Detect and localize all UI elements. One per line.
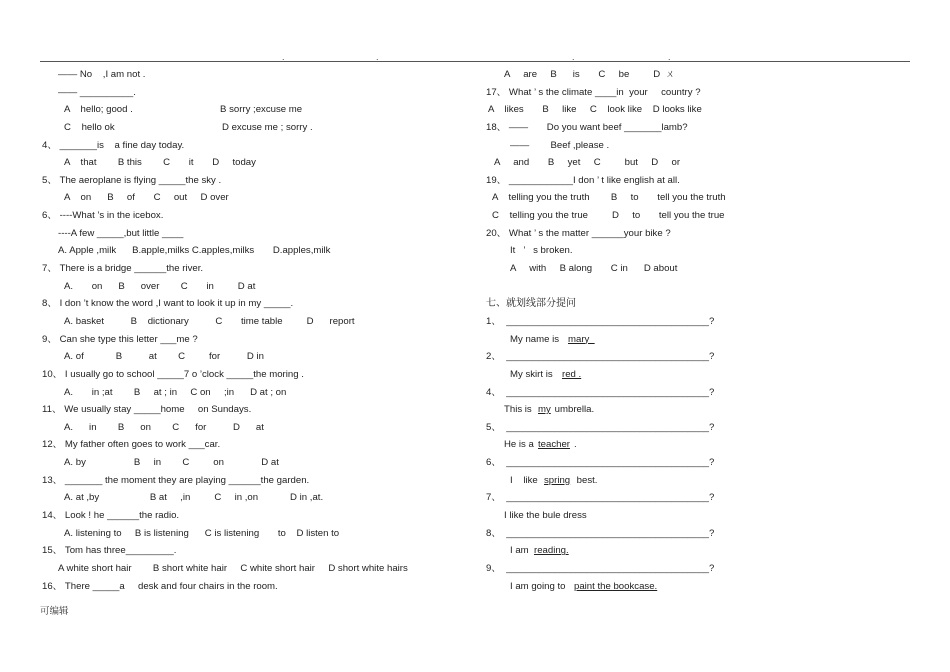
text-segment: A. in B on C for D at [64,421,264,433]
text-segment: He is a [504,439,537,451]
right-column [486,66,906,595]
text-line [58,313,458,331]
text-segment: A hello; good . [64,104,133,116]
text-line [58,242,458,260]
text-line [42,366,458,384]
text-line [58,419,458,437]
text-segment: 1、 ______________________________________? [486,315,715,327]
text-line [42,260,458,278]
text-line [486,119,906,137]
text-segment: 6、 ______________________________________? [486,457,715,469]
text-segment: I like the bule dress [504,510,587,522]
text-segment: 8、 ______________________________________? [486,527,715,539]
text-segment: A. in ;at B at ; in C on ;in D at ; on [64,386,287,398]
underlined-answer: reading. [534,545,569,557]
header-dot: . [668,52,671,62]
text-segment: A telling you the truth B to tell you the truth [492,192,726,204]
text-line [58,348,458,366]
text-segment: . [574,439,577,451]
text-line [486,436,906,454]
text-segment: 20、 What ’ s the matter ______your bike ? [486,227,671,239]
text-segment: 7、 ______________________________________? [486,492,715,504]
text-line [58,189,458,207]
text-segment: —— No ,I am not . [58,69,146,80]
text-segment: 2、 ______________________________________? [486,351,715,363]
text-segment: C hello ok [64,121,115,133]
text-segment: A. at ,by B at ,in C in ,on D in ,at. [64,492,324,504]
text-segment: 5、 ______________________________________? [486,421,715,433]
text-line [42,578,458,596]
text-segment: It ’ s broken. [510,245,573,257]
text-line [58,225,458,243]
text-line [42,401,458,419]
text-segment: 13、 _______ the moment they are playing ______the garden. [42,474,310,486]
text-segment: A. Apple ,milk B.apple,milks C.apples,milks D.apples,milk [58,245,331,257]
text-line [42,472,458,490]
text-segment: —— Beef ,please . [510,139,610,151]
text-line [58,525,458,543]
text-line [42,436,458,454]
text-line [42,207,458,225]
text-segment: B sorry ;excuse me [220,104,303,116]
text-line [42,172,458,190]
text-line [58,454,458,472]
text-segment: 9、 Can she type this letter ___me ? [42,333,198,345]
text-segment: ----A few _____,but little ____ [58,227,184,239]
text-segment: A. of B at C for D in [64,351,264,363]
text-segment: A on B of C out D over [64,192,229,204]
text-line [58,278,458,296]
text-line [58,119,458,137]
text-line [486,542,906,560]
header-rule [40,61,910,62]
text-line [486,225,906,243]
text-segment: My name is [510,333,562,345]
text-segment: 4、 ______________________________________? [486,386,715,398]
text-line [486,384,906,402]
underlined-answer: red . [562,368,582,380]
text-segment: 6、 ----What ’s in the icebox. [42,210,164,222]
text-line [58,101,458,119]
text-line [58,84,458,102]
text-segment: I like [510,474,541,486]
text-segment: 5、 The aeroplane is flying _____the sky . [42,174,222,186]
text-line [486,172,906,190]
underlined-answer: paint the bookcase. [574,580,658,592]
text-line [58,560,458,578]
text-line [486,489,906,507]
text-line [486,525,906,543]
text-line [486,313,906,331]
text-line [486,507,906,525]
text-line [486,242,906,260]
text-segment: A with B along C in D about [510,263,678,275]
text-segment: —— __________. [58,86,136,98]
text-segment: A white short hair B short white hair C white short hair D short white hairs [58,562,408,574]
underlined-answer: spring [544,474,571,486]
text-segment: 15、 Tom has three_________. [42,545,177,557]
text-line [486,454,906,472]
text-line [58,154,458,172]
text-line [486,189,906,207]
left-column [42,66,458,595]
text-segment: 17、 What ’ s the climate ____in your country ? [486,86,701,98]
text-line [42,507,458,525]
text-segment: best. [574,474,598,486]
text-line [486,260,906,278]
text-segment: 12、 My father often goes to work ___car. [42,439,221,451]
text-segment: 10、 I usually go to school _____7 o ’clock _____the moring . [42,368,304,380]
text-line [486,366,906,384]
text-segment: 16、 There _____a desk and four chairs in the room. [42,580,278,592]
text-line [486,331,906,349]
text-segment: I am [510,545,532,557]
text-segment: 4、 _______is a fine day today. [42,139,185,151]
text-segment: My skirt is [510,368,556,380]
text-line [486,560,906,578]
underlined-answer: mary [568,333,595,345]
text-segment: A. listening to B is listening C is listening to D listen to [64,527,340,539]
text-segment: D excuse me ; sorry . [222,121,313,133]
text-segment: 11、 We usually stay _____home on Sundays. [42,404,252,416]
text-segment: I am going to [510,580,569,592]
text-segment: 19、 ____________I don ’ t like english at all. [486,174,680,186]
text-line [486,295,906,313]
text-segment: 9、 ______________________________________? [486,562,715,574]
text-line [58,384,458,402]
text-segment: A likes B like C look like D looks like [488,104,702,116]
text-segment: C telling you the true D to tell you the true [492,210,725,222]
underlined-answer: teacher [538,439,570,451]
text-segment: A that B this C it D today [64,157,256,169]
underlined-answer: my [538,404,551,416]
text-segment: 8、 I don ’t know the word ,I want to look it up in my _____. [42,298,294,310]
header-dot: . [572,52,575,62]
text-segment: A. on B over C in D at [64,280,256,292]
text-line [486,101,906,119]
text-line [486,472,906,490]
text-segment: A. by B in C on D at [64,457,279,469]
text-line [42,542,458,560]
header-dot: . [376,52,379,62]
text-line [486,154,906,172]
footer-editable-note: 可编辑 [40,606,69,617]
text-segment: A. basket B dictionary C time table D report [64,315,355,327]
text-line [58,489,458,507]
text-line [486,401,906,419]
section-heading: 七、就划线部分提问 [486,298,576,310]
text-line [42,295,458,313]
text-line [42,331,458,349]
text-line [486,207,906,225]
text-segment: umbrella. [552,404,595,416]
text-line [486,278,906,296]
text-line [486,84,906,102]
text-line [486,66,906,84]
text-segment: A are B is C be D ㄨ [504,69,676,80]
header-dot: . [282,52,285,62]
text-line [42,137,458,155]
text-line [486,578,906,596]
text-segment: This is [504,404,535,416]
text-segment: 7、 There is a bridge ______the river. [42,263,204,275]
text-line [486,419,906,437]
text-segment: A and B yet C but D or [494,157,681,169]
text-line [486,348,906,366]
text-line [486,137,906,155]
text-segment: 18、 —— Do you want beef _______lamb? [486,121,688,133]
text-segment: 14、 Look ! he ______the radio. [42,510,180,522]
text-line [58,66,458,84]
